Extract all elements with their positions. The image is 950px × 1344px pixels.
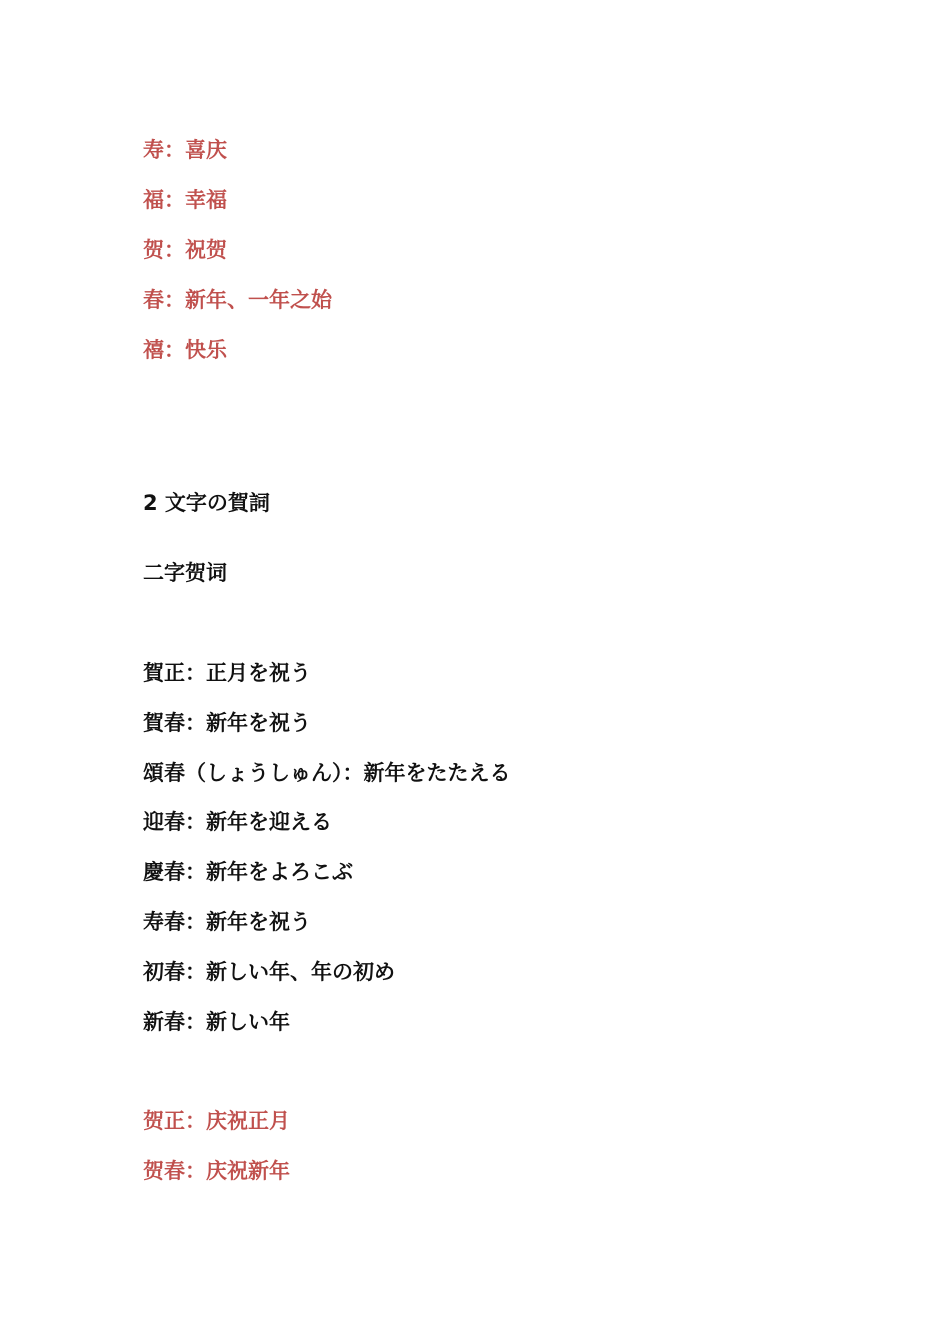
- cn-meaning-line: 贺：祝贺: [143, 238, 227, 262]
- jp-greeting-line: 初春：新しい年、年の初め: [143, 960, 395, 984]
- jp-greeting-line: 賀春：新年を祝う: [143, 711, 311, 735]
- jp-greeting-line: 賀正：正月を祝う: [143, 661, 311, 685]
- jp-greeting-line: 新春：新しい年: [143, 1010, 290, 1034]
- cn-greeting-line: 贺正：庆祝正月: [143, 1109, 290, 1133]
- cn-meaning-line: 禧：快乐: [143, 338, 227, 362]
- jp-greeting-line: 頌春（しょうしゅん）：新年をたたえる: [143, 761, 511, 785]
- section-heading-jp: 2 文字の賀詞: [143, 491, 270, 515]
- cn-meaning-line: 寿：喜庆: [143, 138, 227, 162]
- section-heading-cn: 二字贺词: [143, 561, 227, 585]
- cn-meaning-line: 福：幸福: [143, 188, 227, 212]
- cn-meaning-line: 春：新年、一年之始: [143, 288, 332, 312]
- jp-greeting-line: 迎春：新年を迎える: [143, 810, 332, 834]
- jp-greeting-line: 慶春：新年をよろこぶ: [143, 860, 353, 884]
- jp-greeting-line: 寿春：新年を祝う: [143, 910, 311, 934]
- cn-greeting-line: 贺春：庆祝新年: [143, 1159, 290, 1183]
